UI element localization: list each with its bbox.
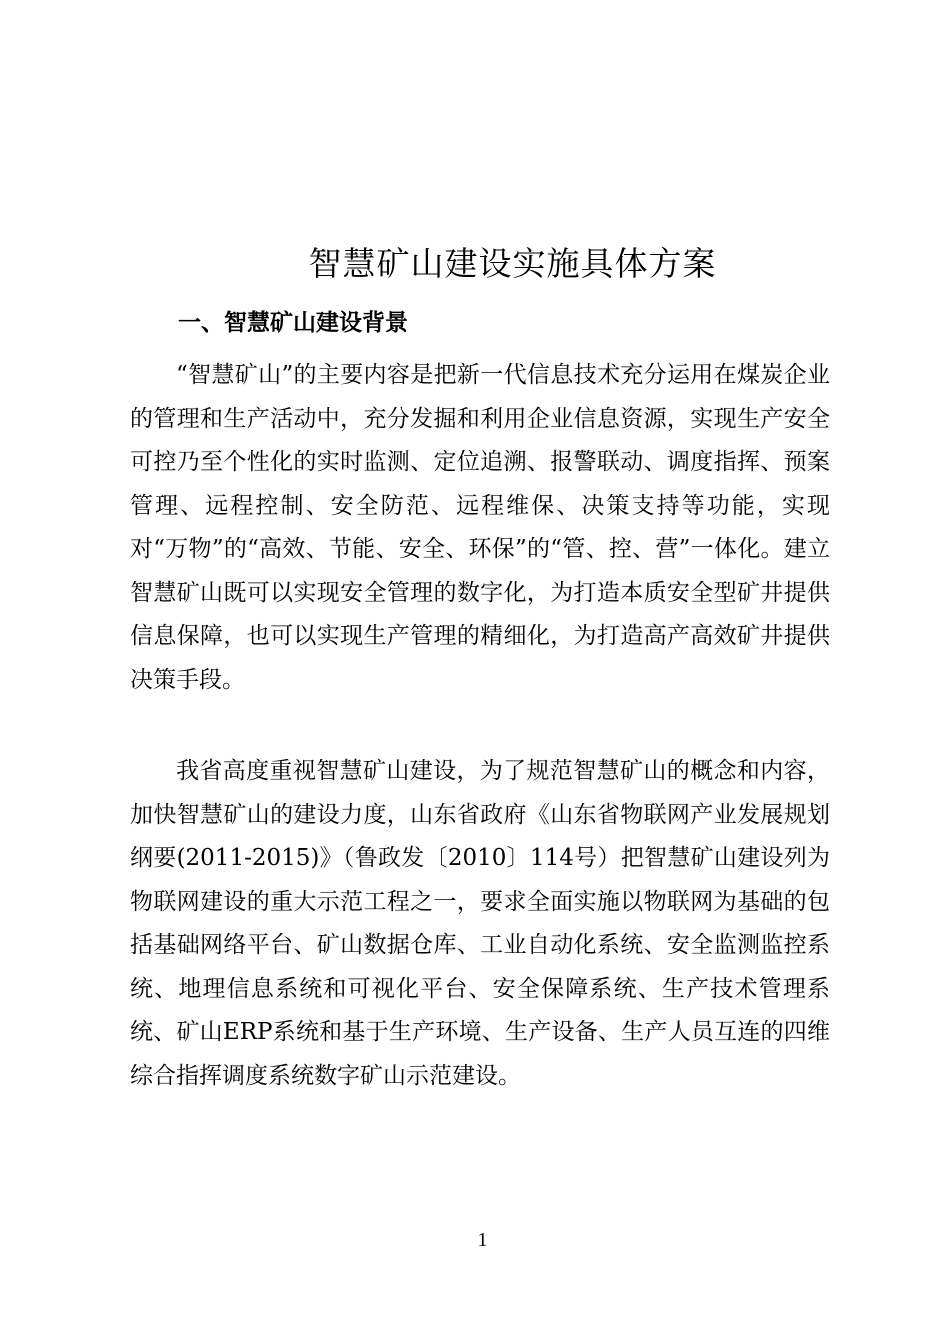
- section-heading: 一、智慧矿山建设背景: [178, 310, 408, 336]
- body-paragraph-1: “智慧矿山”的主要内容是把新一代信息技术充分运用在煤炭企业的管理和生产活动中，充分发掘和利用企业信息资源，实现生产安全可控乃至个性化的实时监测、定位追溯、报警联动、调度指挥、预案管理、远程控制、安全防范、远程维保、决策支持等功能，实现对“万物”的“高效、节能、安全、环保”的“管、控、营”一体化。建立智慧矿山既可以实现安全管理的数字化，为打造本质安全型矿井提供信息保障，也可以实现生产管理的精细化，为打造高产高效矿井提供决策手段。: [130, 362, 830, 693]
- body-paragraph-2: 我省高度重视智慧矿山建设，为了规范智慧矿山的概念和内容，加快智慧矿山的建设力度，山东省政府《山东省物联网产业发展规划纲要(2011-2015)》（鲁政发〔2010〕114号）把智慧矿山建设列为物联网建设的重大示范工程之一，要求全面实施以物联网为基础的包括基础网络平台、矿山数据仓库、工业自动化系统、安全监测监控系统、地理信息系统和可视化平台、安全保障系统、生产技术管理系统、矿山ERP系统和基于生产环境、生产设备、生产人员互连的四维综合指挥调度系统数字矿山示范建设。: [130, 758, 830, 1089]
- document-title: 智慧矿山建设实施具体方案: [308, 244, 717, 283]
- page-number: 1: [477, 1229, 488, 1251]
